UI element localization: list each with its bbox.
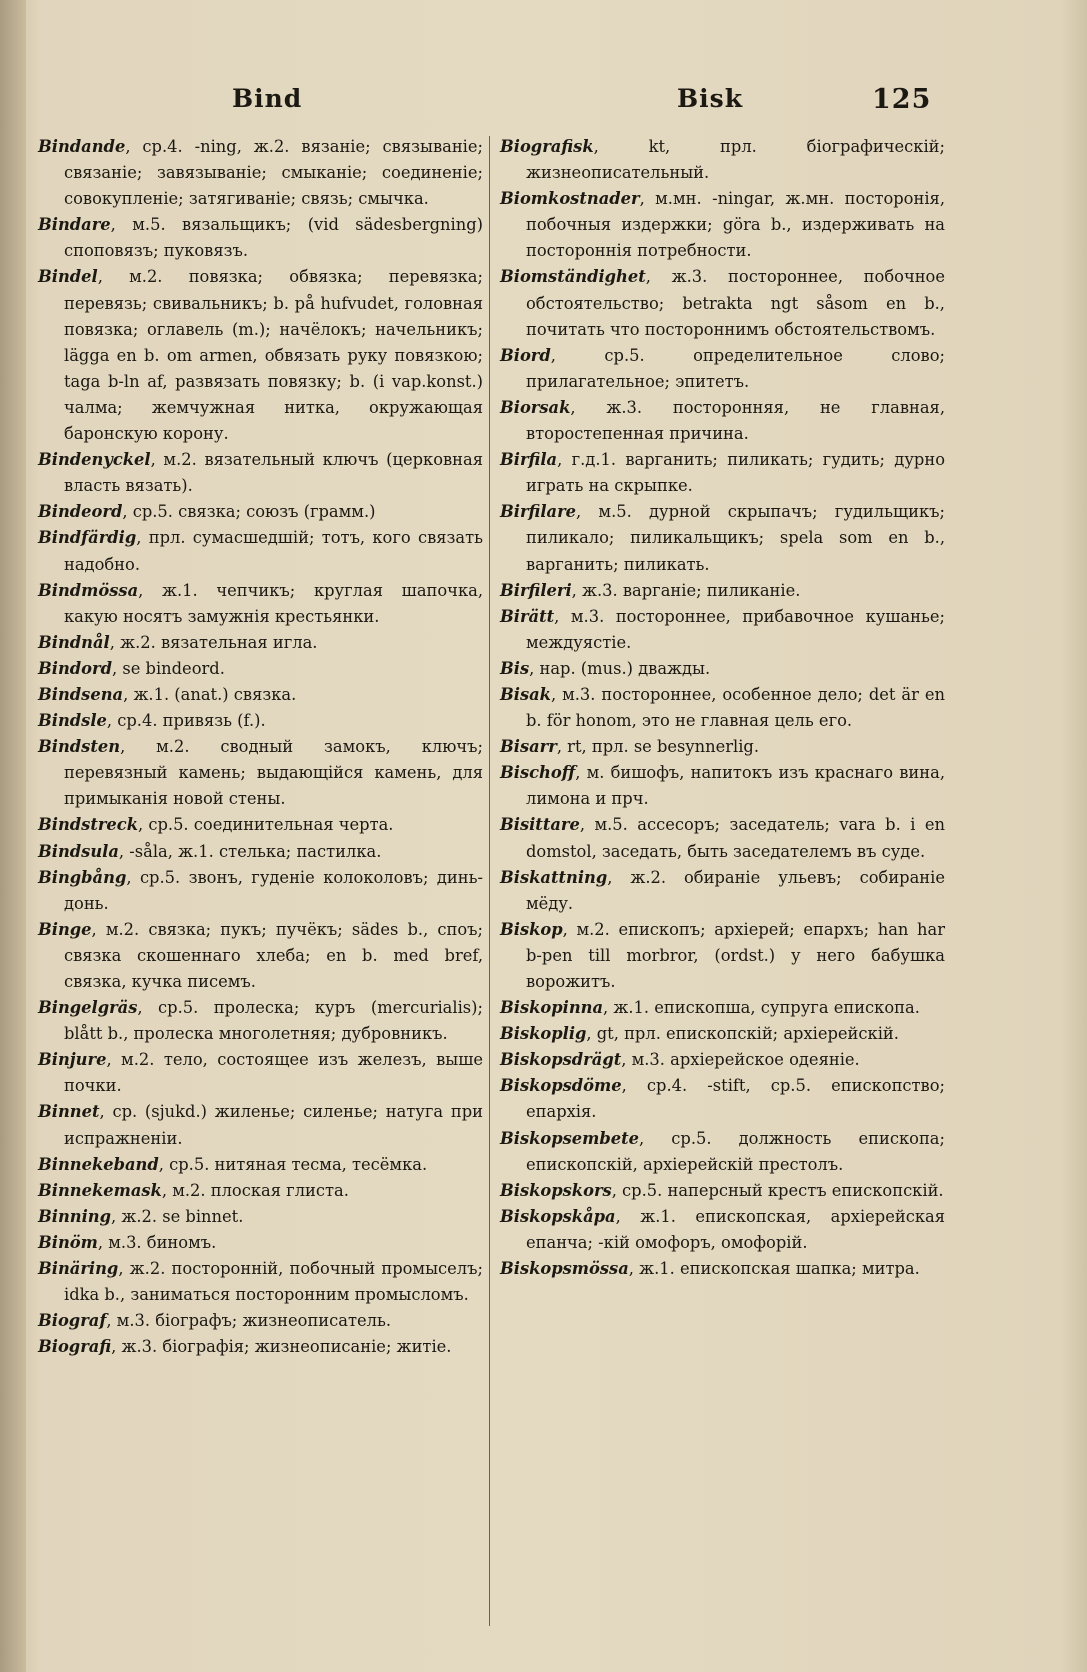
dictionary-entry: Bindsten, м.2. сводный замокъ, ключъ; перевязный камень; выдающійся камень, для примыканія новой стены. xyxy=(38,737,483,809)
headword: Bisak xyxy=(500,684,551,704)
headword: Bindfärdig xyxy=(38,528,137,548)
headword: Birfila xyxy=(500,450,558,470)
headword: Biord xyxy=(500,345,551,365)
dictionary-entry: Biord, ср.5. определительное слово; прилагательное; эпитетъ. xyxy=(500,345,945,391)
headword: Bindare xyxy=(38,215,111,235)
dictionary-entry: Bindsle, ср.4. привязь (f.). xyxy=(38,711,266,731)
dictionary-entry: Biskopskåpa, ж.1. епископская, архіерейская епанча; -кій омофоръ, омофорій. xyxy=(500,1206,945,1252)
headword: Birätt xyxy=(500,606,555,626)
headword: Biskopskåpa xyxy=(500,1206,616,1226)
headword: Binning xyxy=(38,1206,112,1226)
headword: Bisittare xyxy=(500,815,580,835)
headword: Binöm xyxy=(38,1232,98,1252)
dictionary-entry: Biskopinna, ж.1. епископша, супруга епископа. xyxy=(500,998,920,1018)
dictionary-entry: Biograf, м.3. біографъ; жизнеописатель. xyxy=(38,1311,392,1331)
dictionary-entry: Birfila, г.д.1. варганить; пиликать; гудить; дурно играть на скрыпке. xyxy=(500,450,945,496)
headword: Bindsten xyxy=(38,737,121,757)
dictionary-entry: Binnekeband, ср.5. нитяная тесма, тесёмка. xyxy=(38,1154,428,1174)
headword: Bindmössa xyxy=(38,580,139,600)
dictionary-entry: Biskop, м.2. епископъ; архіерей; епархъ; han har b-pen till morbror, (ordst.) у него бабушка ворожитъ. xyxy=(500,919,945,991)
dictionary-entry: Biorsak, ж.3. посторонняя, не главная, второстепенная причина. xyxy=(500,397,945,444)
headword: Bindsula xyxy=(38,841,119,861)
headword: Biskopsmössa xyxy=(500,1259,629,1279)
headword: Biskop xyxy=(500,919,563,939)
column-divider xyxy=(489,136,490,1626)
dictionary-entry: Bindmössa, ж.1. чепчикъ; круглая шапочка, какую носятъ замужнія крестьянки. xyxy=(38,580,483,626)
headword: Biografi xyxy=(38,1337,112,1357)
dictionary-entry: Biografi, ж.3. біографія; жизнеописаніе; житіе. xyxy=(38,1337,452,1357)
dictionary-entry: Binning, ж.2. se binnet. xyxy=(38,1206,244,1226)
dictionary-entry: Biomständighet, ж.3. постороннее, побочное обстоятельство; betrakta ngt såsom en b., почитать что постороннимъ обстоятельствомъ. xyxy=(500,267,945,339)
headword: Bindenyckel xyxy=(38,450,151,470)
dictionary-entry: Birfileri, ж.3. варганіе; пиликаніе. xyxy=(500,580,801,600)
dictionary-entry: Birfilare, м.5. дурной скрыпачъ; гудильщикъ; пиликало; пиликальщикъ; spela som en b., варганить; пиликать. xyxy=(500,502,945,574)
dictionary-entry: Biomkostnader, м.мн. -ningar, ж.мн. посторонія, побочныя издержки; göra b., издерживать на постороннія потребности. xyxy=(500,189,945,261)
headword: Bindsena xyxy=(38,684,124,704)
right-guide-word: Bisk xyxy=(677,84,744,113)
dictionary-entry: Biskattning, ж.2. обираніе ульевъ; собираніе мёду. xyxy=(500,867,945,913)
headword: Binnekeband xyxy=(38,1154,159,1174)
dictionary-entry: Biskopskors, ср.5. наперсный крестъ епископскій. xyxy=(500,1180,944,1200)
headword: Bis xyxy=(500,658,530,678)
dictionary-entry: Bindfärdig, прл. сумасшедшій; тотъ, кого связать надобно. xyxy=(38,528,483,574)
dictionary-entry: Bischoff, м. бишофъ, напитокъ изъ краснаго вина, лимона и прч. xyxy=(500,763,945,809)
dictionary-entry: Bisak, м.3. постороннее, особенное дело; det är en b. för honom, это не главная цель его. xyxy=(500,684,945,731)
dictionary-entry: Bindel, м.2. повязка; обвязка; перевязка; перевязь; свивальникъ; b. på hufvudet, головная повязка; оглавель (m.); начёлокъ; начельникъ; lägga en b. om armen, обвязать руку повязкою; taga b-ln af, развязать повязку; b. (i vap.konst.) чалма; жемчужная нитка, окружающая баронскую корону. xyxy=(38,267,483,444)
headword: Biskattning xyxy=(500,867,608,887)
headword: Biskoplig xyxy=(500,1024,587,1044)
headword: Biomkostnader xyxy=(500,189,640,209)
page-edge xyxy=(0,0,26,1672)
headword: Bischoff xyxy=(500,763,576,783)
headword: Biskopsembete xyxy=(500,1128,640,1148)
dictionary-entry: Bindsula, -såla, ж.1. стелька; пастилка. xyxy=(38,841,382,861)
dictionary-entry: Biskopsmössa, ж.1. епископская шапка; митра. xyxy=(500,1259,920,1279)
headword: Bindande xyxy=(38,137,126,156)
headword: Biografisk xyxy=(500,137,594,156)
dictionary-entry: Binnekemask, м.2. плоская глиста. xyxy=(38,1180,349,1200)
headword: Bingelgräs xyxy=(38,998,138,1018)
dictionary-entry: Biografisk, kt, прл. біографическій; жизнеописательный. xyxy=(500,137,945,183)
headword: Birfileri xyxy=(500,580,572,600)
headword: Biskopsdrägt xyxy=(500,1050,622,1070)
dictionary-entry: Bis, нар. (mus.) дважды. xyxy=(500,658,711,678)
headword: Bindord xyxy=(38,658,112,678)
dictionary-entry: Bindeord, ср.5. связка; союзъ (грамм.) xyxy=(38,502,376,522)
headword: Bindsle xyxy=(38,711,107,731)
headword: Binjure xyxy=(38,1050,107,1070)
dictionary-entry: Bindsena, ж.1. (anat.) связка. xyxy=(38,684,297,704)
dictionary-entry: Bindnål, ж.2. вязательная игла. xyxy=(38,632,318,652)
headword: Biorsak xyxy=(500,397,571,417)
headword: Biskopsdöme xyxy=(500,1076,622,1096)
page-number: 125 xyxy=(872,84,932,115)
dictionary-entry: Bingbång, ср.5. звонъ, гуденіе колоколовъ; динь-донь. xyxy=(38,867,483,913)
dictionary-entry: Bindord, se bindeord. xyxy=(38,658,225,678)
dictionary-entry: Bindande, ср.4. -ning, ж.2. вязаніе; связываніе; связаніе; завязываніе; смыканіе; соединеніе; совокупленіе; затягиваніе; связь; смычка. xyxy=(38,137,483,209)
dictionary-entry: Biskopsdöme, ср.4. -stift, ср.5. епископство; епархія. xyxy=(500,1076,945,1122)
dictionary-entry: Bindenyckel, м.2. вязательный ключъ (церковная власть вязать). xyxy=(38,450,483,496)
headword: Bindeord xyxy=(38,502,123,522)
headword: Biskopskors xyxy=(500,1180,612,1200)
headword: Bindstreck xyxy=(38,815,138,835)
dictionary-entry: Bisittare, м.5. ассесоръ; заседатель; vara b. i en domstol, заседать, быть заседателемъ въ суде. xyxy=(500,815,945,861)
headword: Bingbång xyxy=(38,867,127,887)
running-header xyxy=(0,84,1087,124)
dictionary-entry: Binäring, ж.2. посторонній, побочный промыселъ; idka b., заниматься посторонним промысломъ. xyxy=(38,1259,483,1305)
dictionary-entry: Biskopsdrägt, м.3. архіерейское одеяніе. xyxy=(500,1050,860,1070)
headword: Bindel xyxy=(38,267,98,287)
headword: Binnet xyxy=(38,1102,100,1122)
headword: Bindnål xyxy=(38,632,110,652)
headword: Biograf xyxy=(38,1311,107,1331)
headword: Binäring xyxy=(38,1259,119,1279)
dictionary-entry: Binnet, ср. (sjukd.) жиленье; силенье; натуга при испражненіи. xyxy=(38,1102,483,1148)
dictionary-entry: Binjure, м.2. тело, состоящее изъ железъ, выше почки. xyxy=(38,1050,483,1096)
headword: Biskopinna xyxy=(500,998,604,1018)
dictionary-entry: Biskopsembete, ср.5. должность епископа; епископскій, архіерейскій престолъ. xyxy=(500,1128,945,1174)
dictionary-entry: Biskoplig, gt, прл. епископскій; архіерейскій. xyxy=(500,1024,899,1044)
left-column xyxy=(38,134,483,1360)
dictionary-entry: Bisarr, rt, прл. se besynnerlig. xyxy=(500,737,760,757)
dictionary-entry: Bindare, м.5. вязальщикъ; (vid sädesbergning) споповязъ; пуковязъ. xyxy=(38,215,483,261)
headword: Birfilare xyxy=(500,502,577,522)
headword: Binnekemask xyxy=(38,1180,162,1200)
dictionary-entry: Binge, м.2. связка; пукъ; пучёкъ; sädes b., споъ; связка скошеннаго хлеба; en b. med bref, связка, кучка писемъ. xyxy=(38,919,483,991)
dictionary-entry: Bindstreck, ср.5. соединительная черта. xyxy=(38,815,394,835)
dictionary-entry: Birätt, м.3. постороннее, прибавочное кушанье; междуястіе. xyxy=(500,606,945,652)
right-column xyxy=(500,134,945,1282)
headword: Biomständighet xyxy=(500,267,646,287)
headword: Binge xyxy=(38,919,92,939)
dictionary-entry: Bingelgräs, ср.5. пролеска; куръ (mercurialis); blått b., пролеска многолетняя; дубровникъ. xyxy=(38,998,483,1044)
dictionary-entry: Binöm, м.3. биномъ. xyxy=(38,1232,217,1252)
headword: Bisarr xyxy=(500,737,557,757)
left-guide-word: Bind xyxy=(232,84,303,113)
